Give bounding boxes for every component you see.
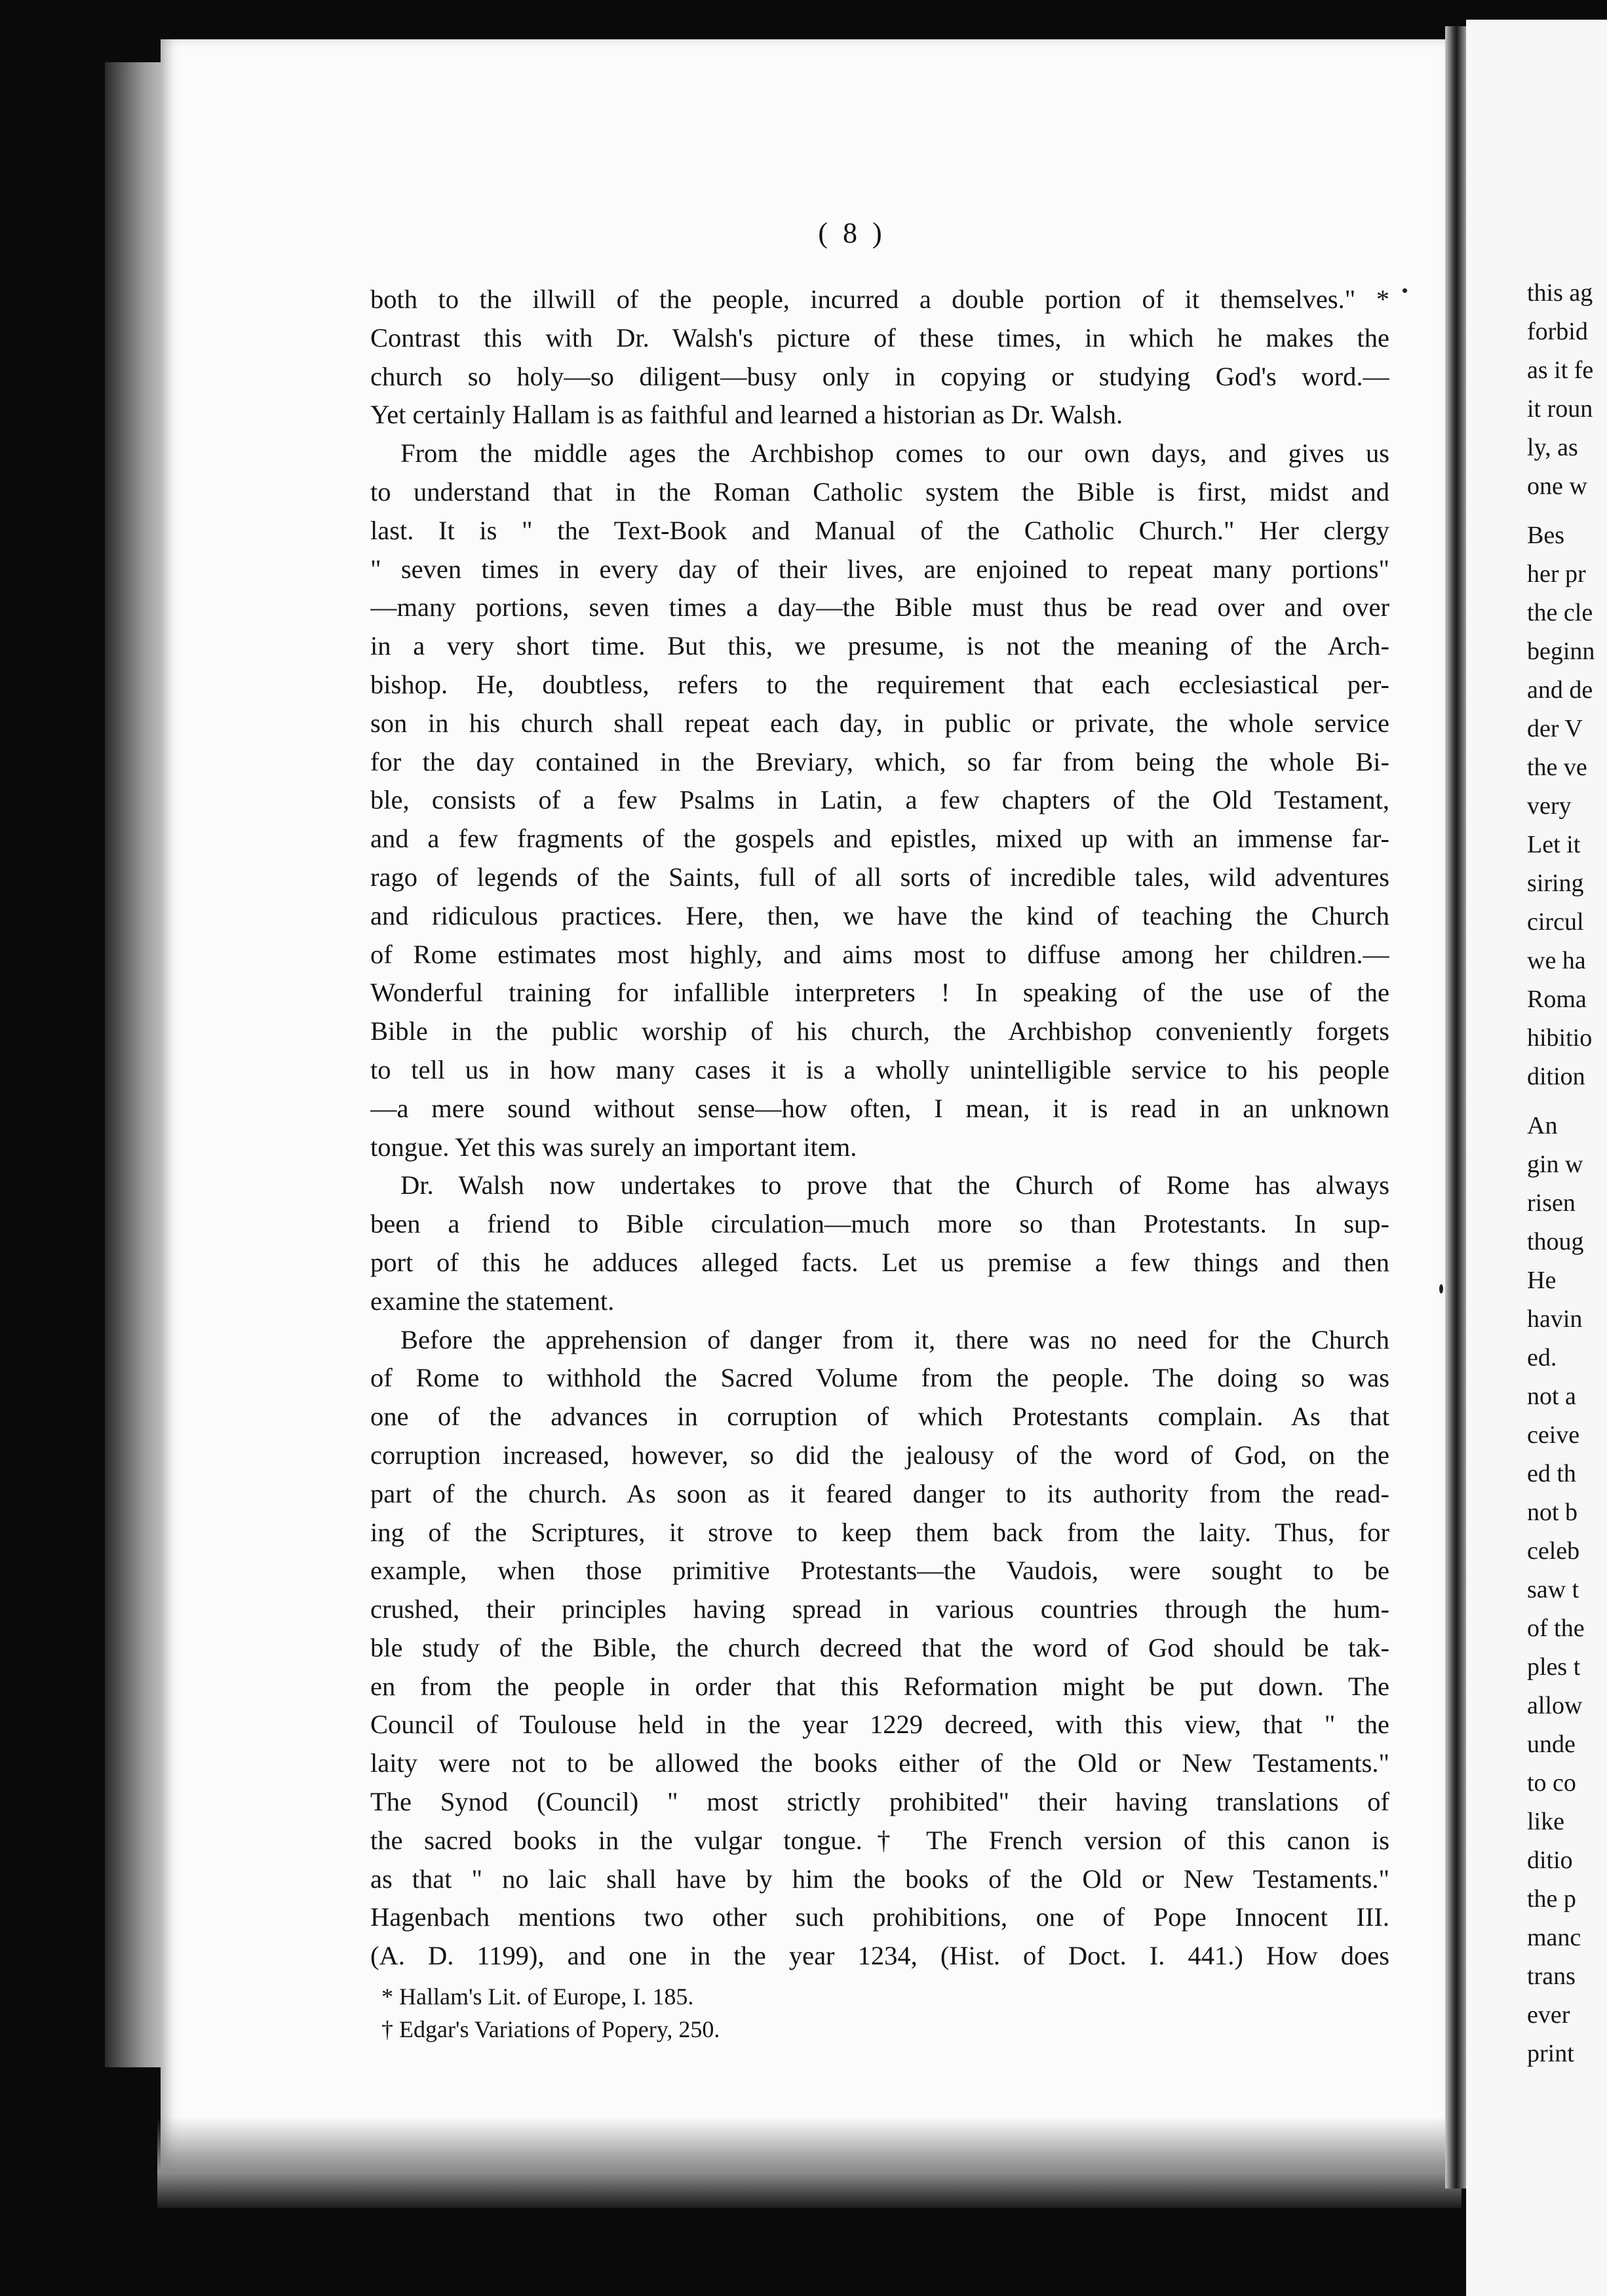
text-line: Dr. Walsh now undertakes to prove that the Church of Rome has always: [400, 1170, 1389, 1200]
text-line: ble, consists of a few Psalms in Latin, a few chapters of the Old Testament,: [370, 785, 1389, 815]
text-line: to tell us in how many cases it is a wholly unintelligible service to his people: [370, 1054, 1389, 1084]
text-line: church so holy—so diligent—busy only in copying or studying God's word.—: [370, 361, 1389, 391]
facing-page-fragment: An: [1527, 1112, 1558, 1139]
facing-page-fragment: dition: [1527, 1063, 1585, 1090]
text-line: Before the apprehension of danger from it, there was no need for the Church: [400, 1324, 1389, 1354]
text-line: Council of Toulouse held in the year 1229 decreed, with this view, that " the: [370, 1710, 1389, 1740]
text-line: part of the church. As soon as it feared danger to its authority from the read-: [370, 1478, 1389, 1508]
text-line: both to the illwill of the people, incurred a double portion of it themselves." *: [370, 284, 1389, 314]
text-line: of Rome estimates most highly, and aims most to diffuse among her children.—: [370, 939, 1389, 969]
text-line: been a friend to Bible circulation—much more so than Protestants. In sup-: [370, 1209, 1389, 1239]
facing-page-fragment: [1527, 1096, 1607, 1107]
text-line: and ridiculous practices. Here, then, we have the kind of teaching the Church: [370, 900, 1389, 930]
scan-speck: [1439, 1284, 1443, 1293]
text-line: corruption increased, however, so did the jealousy of the word of God, on the: [370, 1440, 1389, 1470]
facing-page-fragment: ceive: [1527, 1421, 1580, 1449]
book-gutter: [1445, 26, 1466, 2189]
facing-page-fragment: beginn: [1527, 638, 1595, 665]
text-line: Contrast this with Dr. Walsh's picture of these times, in which he makes the: [370, 322, 1389, 353]
facing-page-fragment: circul: [1527, 908, 1584, 936]
facing-page-fragment: print: [1527, 2040, 1574, 2067]
facing-page-fragment: to co: [1527, 1769, 1576, 1797]
facing-page-fragment: one w: [1527, 472, 1587, 500]
facing-page-text: [1527, 274, 1607, 2073]
text-line: to understand that in the Roman Catholic system the Bible is first, midst and: [370, 476, 1389, 507]
facing-page-fragment: very: [1527, 792, 1572, 820]
facing-page-fragment: unde: [1527, 1731, 1576, 1758]
text-line: Yet certainly Hallam is as faithful and learned a historian as Dr. Walsh.: [370, 400, 1123, 430]
text-line: Hagenbach mentions two other such prohibitions, one of Pope Innocent III.: [370, 1902, 1389, 1932]
text-line: The Synod (Council) " most strictly prohibited" their having translations of: [370, 1787, 1389, 1817]
text-line: the sacred books in the vulgar tongue.† The French version of this canon is: [370, 1825, 1389, 1855]
page-bottom-shadow: [157, 2116, 1462, 2208]
facing-page-fragment: hibitio: [1527, 1024, 1593, 1052]
text-line: laity were not to be allowed the books either of the Old or New Testaments.": [370, 1748, 1389, 1778]
facing-page-fragment: ples t: [1527, 1653, 1581, 1681]
facing-page-fragment: not a: [1527, 1383, 1576, 1410]
text-line: port of this he adduces alleged facts. Let us premise a few things and then: [370, 1247, 1389, 1277]
text-line: Bible in the public worship of his church, the Archbishop conveniently forgets: [370, 1016, 1389, 1046]
facing-page-fragment: manc: [1527, 1924, 1581, 1951]
facing-page-fragment: Roma: [1527, 985, 1587, 1013]
facing-page-fragment: havin: [1527, 1305, 1583, 1333]
facing-page-fragment: and de: [1527, 676, 1593, 704]
facing-page-fragment: ever: [1527, 2001, 1570, 2029]
facing-page-fragment: trans: [1527, 1962, 1576, 1990]
facing-page-fragment: forbid: [1527, 318, 1588, 345]
facing-page-fragment: gin w: [1527, 1151, 1583, 1178]
facing-page-fragment: of the: [1527, 1615, 1585, 1642]
facing-page-fragment: der V: [1527, 715, 1583, 742]
text-line: Wonderful training for infallible interpreters ! In speaking of the use of the: [370, 978, 1389, 1008]
text-line: —a mere sound without sense—how often, I mean, it is read in an unknown: [370, 1093, 1389, 1123]
facing-page-fragment: saw t: [1527, 1576, 1579, 1603]
facing-page-fragment: ed.: [1527, 1344, 1557, 1371]
facing-page-fragment: this ag: [1527, 279, 1593, 307]
facing-page-fragment: allow: [1527, 1692, 1583, 1719]
text-line: (A. D. 1199), and one in the year 1234, (Hist. of Doct. I. 441.) How does: [370, 1941, 1389, 1971]
text-line: en from the people in order that this Reformation might be put down. The: [370, 1671, 1389, 1701]
text-line: son in his church shall repeat each day, in public or private, the whole service: [370, 708, 1389, 738]
facing-page-fragment: it roun: [1527, 395, 1593, 423]
footnotes: [381, 1980, 971, 2046]
facing-page-fragment: [1527, 506, 1607, 516]
facing-page-fragment: risen: [1527, 1189, 1576, 1217]
facing-page-fragment: He: [1527, 1267, 1557, 1294]
page-number: ( 8 ): [818, 217, 886, 249]
facing-page-fragment: ditio: [1527, 1846, 1573, 1874]
footnote-1: * Hallam's Lit. of Europe, I. 185.: [381, 1983, 694, 2010]
text-line: From the middle ages the Archbishop comes to our own days, and gives us: [400, 438, 1389, 469]
facing-page-fragment: we ha: [1527, 947, 1586, 974]
text-line: examine the statement.: [370, 1286, 615, 1316]
facing-page-fragment: the ve: [1527, 754, 1587, 781]
facing-page-fragment: Let it: [1527, 831, 1581, 858]
text-line: of Rome to withhold the Sacred Volume from the people. The doing so was: [370, 1363, 1389, 1393]
text-line: crushed, their principles having spread in various countries through the hum-: [370, 1594, 1389, 1624]
text-line: last. It is " the Text-Book and Manual of the Catholic Church." Her clergy: [370, 515, 1389, 545]
scan-speck: [1403, 288, 1407, 293]
text-line: rago of legends of the Saints, full of all sorts of incredible tales, wild adventures: [370, 862, 1389, 892]
text-line: and a few fragments of the gospels and epistles, mixed up with an immense far-: [370, 824, 1389, 854]
text-line: one of the advances in corruption of which Protestants complain. As that: [370, 1402, 1389, 1432]
text-line: " seven times in every day of their lives, are enjoined to repeat many portions": [370, 554, 1389, 584]
facing-page-fragment: not b: [1527, 1499, 1578, 1526]
text-line: ing of the Scriptures, it strove to keep them back from the laity. Thus, for: [370, 1517, 1389, 1547]
facing-page-fragment: the p: [1527, 1885, 1576, 1913]
body-text: [370, 280, 1389, 1976]
footnote-2: † Edgar's Variations of Popery, 250.: [381, 2016, 720, 2042]
text-line: ble study of the Bible, the church decreed that the word of God should be tak-: [370, 1632, 1389, 1662]
facing-page-fragment: thoug: [1527, 1228, 1584, 1255]
facing-page-fragment: Bes: [1527, 522, 1564, 549]
facing-page-fragment: the cle: [1527, 599, 1593, 626]
facing-page-fragment: siring: [1527, 870, 1584, 897]
text-line: as that " no laic shall have by him the books of the Old or New Testaments.": [370, 1864, 1389, 1894]
text-line: bishop. He, doubtless, refers to the requirement that each ecclesiastical per-: [370, 669, 1389, 699]
text-line: —many portions, seven times a day—the Bible must thus be read over and over: [370, 592, 1389, 622]
text-line: for the day contained in the Breviary, which, so far from being the whole Bi-: [370, 746, 1389, 776]
facing-page-fragment: ly, as: [1527, 434, 1578, 461]
facing-page-fragment: as it fe: [1527, 356, 1594, 384]
facing-page-fragment: celeb: [1527, 1537, 1580, 1565]
text-line: example, when those primitive Protestants—the Vaudois, were sought to be: [370, 1556, 1389, 1586]
facing-page-fragment: her pr: [1527, 560, 1586, 588]
facing-page-fragment: like: [1527, 1808, 1564, 1835]
text-line: in a very short time. But this, we presume, is not the meaning of the Arch-: [370, 631, 1389, 661]
facing-page-fragment: ed th: [1527, 1460, 1576, 1487]
text-line: tongue. Yet this was surely an important item.: [370, 1132, 857, 1162]
